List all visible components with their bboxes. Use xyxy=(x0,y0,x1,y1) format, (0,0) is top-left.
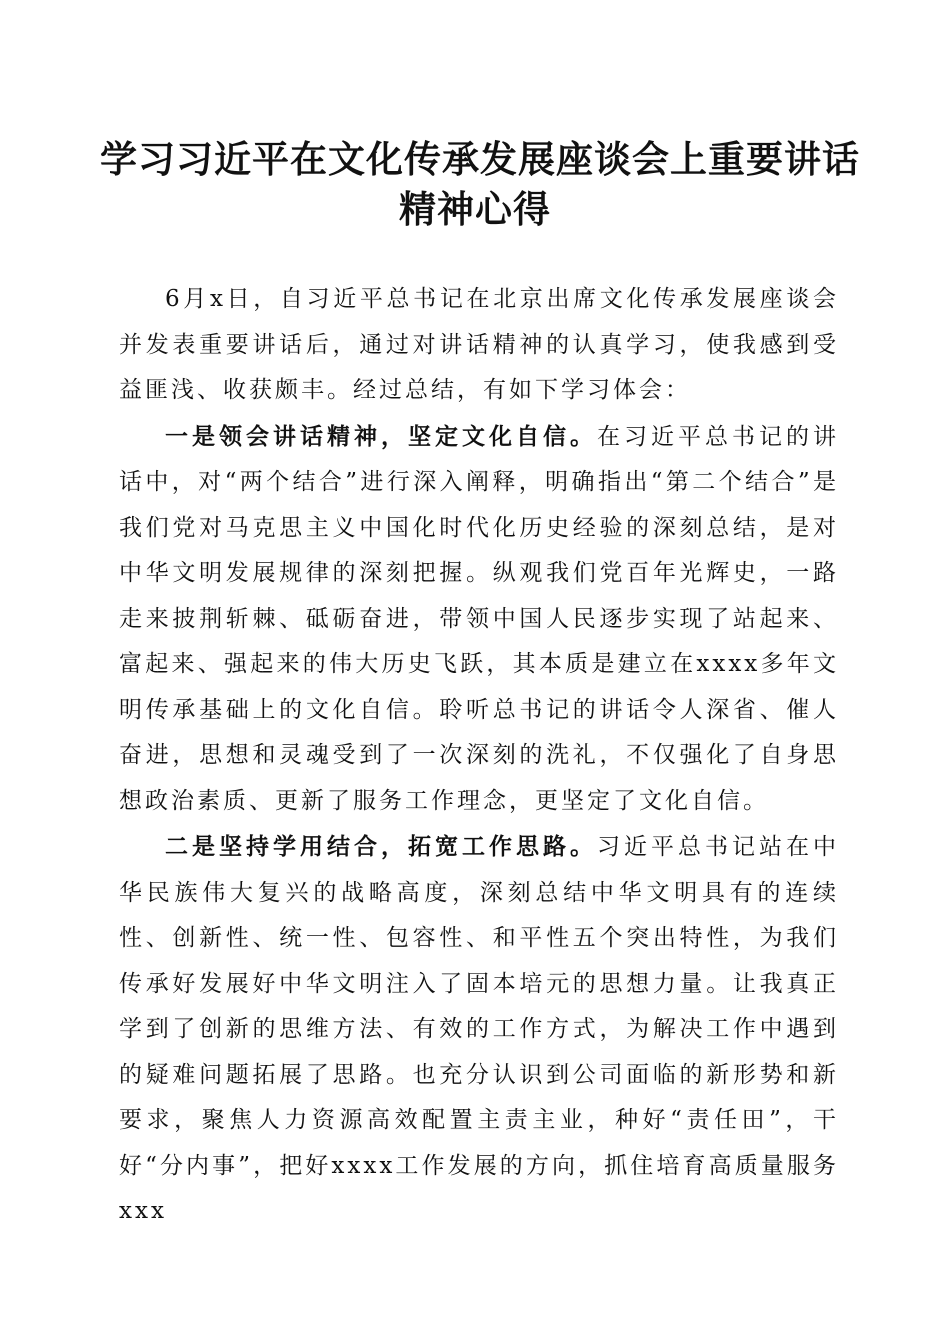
document-title xyxy=(100,134,860,234)
document-body xyxy=(119,276,839,1235)
paragraph-point-2 xyxy=(119,824,839,1235)
title-line-1: 学习习近平在文化传承发展座谈会上重要讲话 xyxy=(100,137,860,181)
paragraph-intro xyxy=(119,276,839,414)
title-line-2: 精神心得 xyxy=(399,187,551,231)
paragraph-lead: 二是坚持学用结合，拓宽工作思路。 xyxy=(165,833,597,860)
paragraph-text: 6月x日，自习近平总书记在北京出席文化传承发展座谈会并发表重要讲话后，通过对讲话精神的认真学习，使我感到受益匪浅、收获颇丰。经过总结，有如下学习体会： xyxy=(119,286,839,403)
paragraph-point-1 xyxy=(119,414,839,825)
paragraph-lead: 一是领会讲话精神，坚定文化自信。 xyxy=(165,422,597,450)
paragraph-text: 在习近平总书记的讲话中，对“两个结合”进行深入阐释，明确指出“第二个结合”是我们党对马克思主义中国化时代化历史经验的深刻总结，是对中华文明发展规律的深刻把握。纵观我们党百年光辉史，一路走来披荆斩棘、砥砺奋进，带领中国人民逐步实现了站起来、富起来、强起来的伟大历史飞跃，其本质是建立在xxxx多年文明传承基础上的文化自信。聆听总书记的讲话令人深省、催人奋进，思想和灵魂受到了一次深刻的洗礼，不仅强化了自身思想政治素质、更新了服务工作理念，更坚定了文化自信。 xyxy=(119,423,839,814)
paragraph-text: 习近平总书记站在中华民族伟大复兴的战略高度，深刻总结中华文明具有的连续性、创新性、统一性、包容性、和平性五个突出特性，为我们传承好发展好中华文明注入了固本培元的思想力量。让我真正学到了创新的思维方法、有效的工作方式，为解决工作中遇到的疑难问题拓展了思路。也充分认识到公司面临的新形势和新要求，聚焦人力资源高效配置主责主业，种好“责任田”，干好“分内事”，把好xxxx工作发展的方向，抓住培育高质量服务xxx xyxy=(119,834,839,1224)
